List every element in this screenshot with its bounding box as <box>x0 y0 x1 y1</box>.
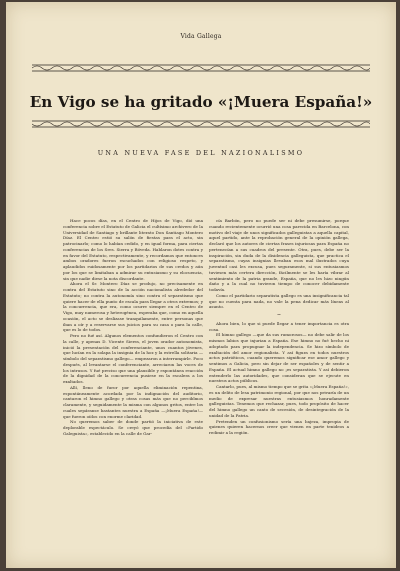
decorative-border-top <box>32 64 370 72</box>
article-paragraph: Cantarlo, pues, al mismo tiempo que se grita «¡Muera España!», es un delito de lesa patrimonio regional, por que nos privaría de un medio de expresar nuestras entusiasmos honradamente galleguistas. Tenemos que rechazar, pues, todo propósito de hacer del himno gallego un canto de secesión, de desintegración de la unidad de la Patria. <box>209 384 349 418</box>
article-paragraph: Hace pocos días, en el Centro de Hijos de Vigo, dió una conferencia sobre el Estatuto de Galicia el cultísimo archivero de la Universidad de Santiago y brillante literato Don Santiago Montero Díaz. El Centro estió su salón de fiestas para el acto, sin patrocinarlo; como lo habían cedido, y en igual forma, para ciertas conferencias de los Sres. Sierra y Bóveda. Hablaron dotes contra y en favor del Estatuto, respectivamente, y recordamos que entonces ambos oradores fueron escuchados con religioso respeto, y aplaudidos ruidosamente por los partidarios de sus credos y aún por los que se limitaban a admirar su entusiasmo y su elocuencia, sin que nadie diese la nota discordante. <box>63 218 203 281</box>
article-paragraph: El himno gallego —que da sus rumorosos— no debe salir de los mismos labios que injurian a España. Ese himno no fué hecho ni adoptado para propugnar la independencia. Se hizo símbolo de exaltación del amor regionalista. Y así figura en todos nuestros actos patrióticos, cuando queremos significar ese amor gallego y sentimos a Galicia, pero sin dejar de ser españoles y de sentir a España. El actual himno gallego no ¡es separatista. Y así debieron entenderlo las autoridades, que consideran que se ejecute en nuestros actos públicos. <box>209 332 349 384</box>
article-paragraph: Pero no fué así. Algunos elementos confundieron el Centro con la calle, y apenas D. Vicente Sierra, el joven orador autonomista, inició la presentación del conferenciante, unos cuantos jóvenes, que lucían en la solapa la insignia de la hoz y la estrella solitaria —símbolo del separatismo gallego— empezaron a interrumpirle. Poco después, al levantarse el conferenciante, arreciaron las voces de los intrusos. Y fué preciso que una plausible y espontánea reacción de la dignidad de la concurrencia pusiese en la escalera a los exaltados. <box>63 333 203 384</box>
running-head: Vida Gallega <box>180 33 222 40</box>
article-paragraph: Allí, lleno de furor por aquella eliminación repentina, espontáneamente acordada por la indignación del auditorio, cantaron el himno gallego y otras cosas más que no perciblmos claramente, y seguidamente la misma con algunos gritos, entre los cuales sepáranse bastantes nuestra a España —¡Muera España!— que fueron oídos con enorme claridad. <box>63 384 203 419</box>
article-title: En Vigo se ha gritado «¡Muera España!» <box>29 93 373 111</box>
magazine-page <box>6 2 396 568</box>
article-column-left <box>63 218 203 437</box>
article-column-right <box>209 218 349 436</box>
article-subtitle: UNA NUEVA FASE DEL NAZIONALISMO <box>97 149 305 157</box>
article-paragraph: cía Barbón, pero no puede ser ni debe presumirse, porque cuando recientemente ocurrió una cosa parecida en Barcelona, con motivo del viaje de unos significados galleguistas a aquella capital, aquel partido, ante la reprobación general de la opinión gallega, declaró que los autores de ciertas frases injuriosas para España no pertenecían a sus cuadros del presente. Otra, pues, debe ser la inspiración, sin duda de la disidencia galleguista, que practica el separatismo, cuyas insignias llevaban esos mal ilustrados cuya juventud casi les excusa, pues seguramente, si sus entusiasmos tuviesen más certera dirección, fácilmente se les haría vibrar al sentimiento de la patria grande, España, que no les hizo ningún daño y a la cual no tuvieron tiempo de conocer debidamente todavía. <box>209 218 349 292</box>
section-separator: ~ <box>276 312 282 318</box>
decorative-border-bottom <box>32 120 370 128</box>
article-paragraph: Como el partidario separatista gallego es una insignificancia tal que no cuenta para nada, no vale la pena dedicar más líneas al asunto. <box>209 292 349 310</box>
article-paragraph: Ahora el Sr. Montero Díaz se produjo, no precisamente en contra del Estatuto sino de la acción nacionalista alrededor del Estatuto; no contra la autonomía sino contra el separatismo que quiere hacer de ella punto de escala para llegar a otros extremos; y la concurrencia, que era, como ocurre siempre en el Centro de Vigo, muy numerosa y heterogénea, esperaba que, como en aquella ocasión, el acto se deslizase tranquilamente, entre personas que iban a oír y a reservarse sus juicios para su casa o para la calle, que es lo de todos. <box>63 281 203 333</box>
article-paragraph: Pretenden un confusionismo sería una bajeza, impropia de quienes quieren hacernos creer que vienen en parte tenideos a redimir a la región. <box>209 418 349 435</box>
article-paragraph: No queremos saber de donde partió la iniciativa de este deplorable espectáculo. Se creyó que procedía del «Partido Galeguista», establecido en la calle de Gar- <box>63 419 203 436</box>
article-paragraph: Ahora bien, lo que si puede llegar a tener importancia es otra cosa. <box>209 320 349 332</box>
